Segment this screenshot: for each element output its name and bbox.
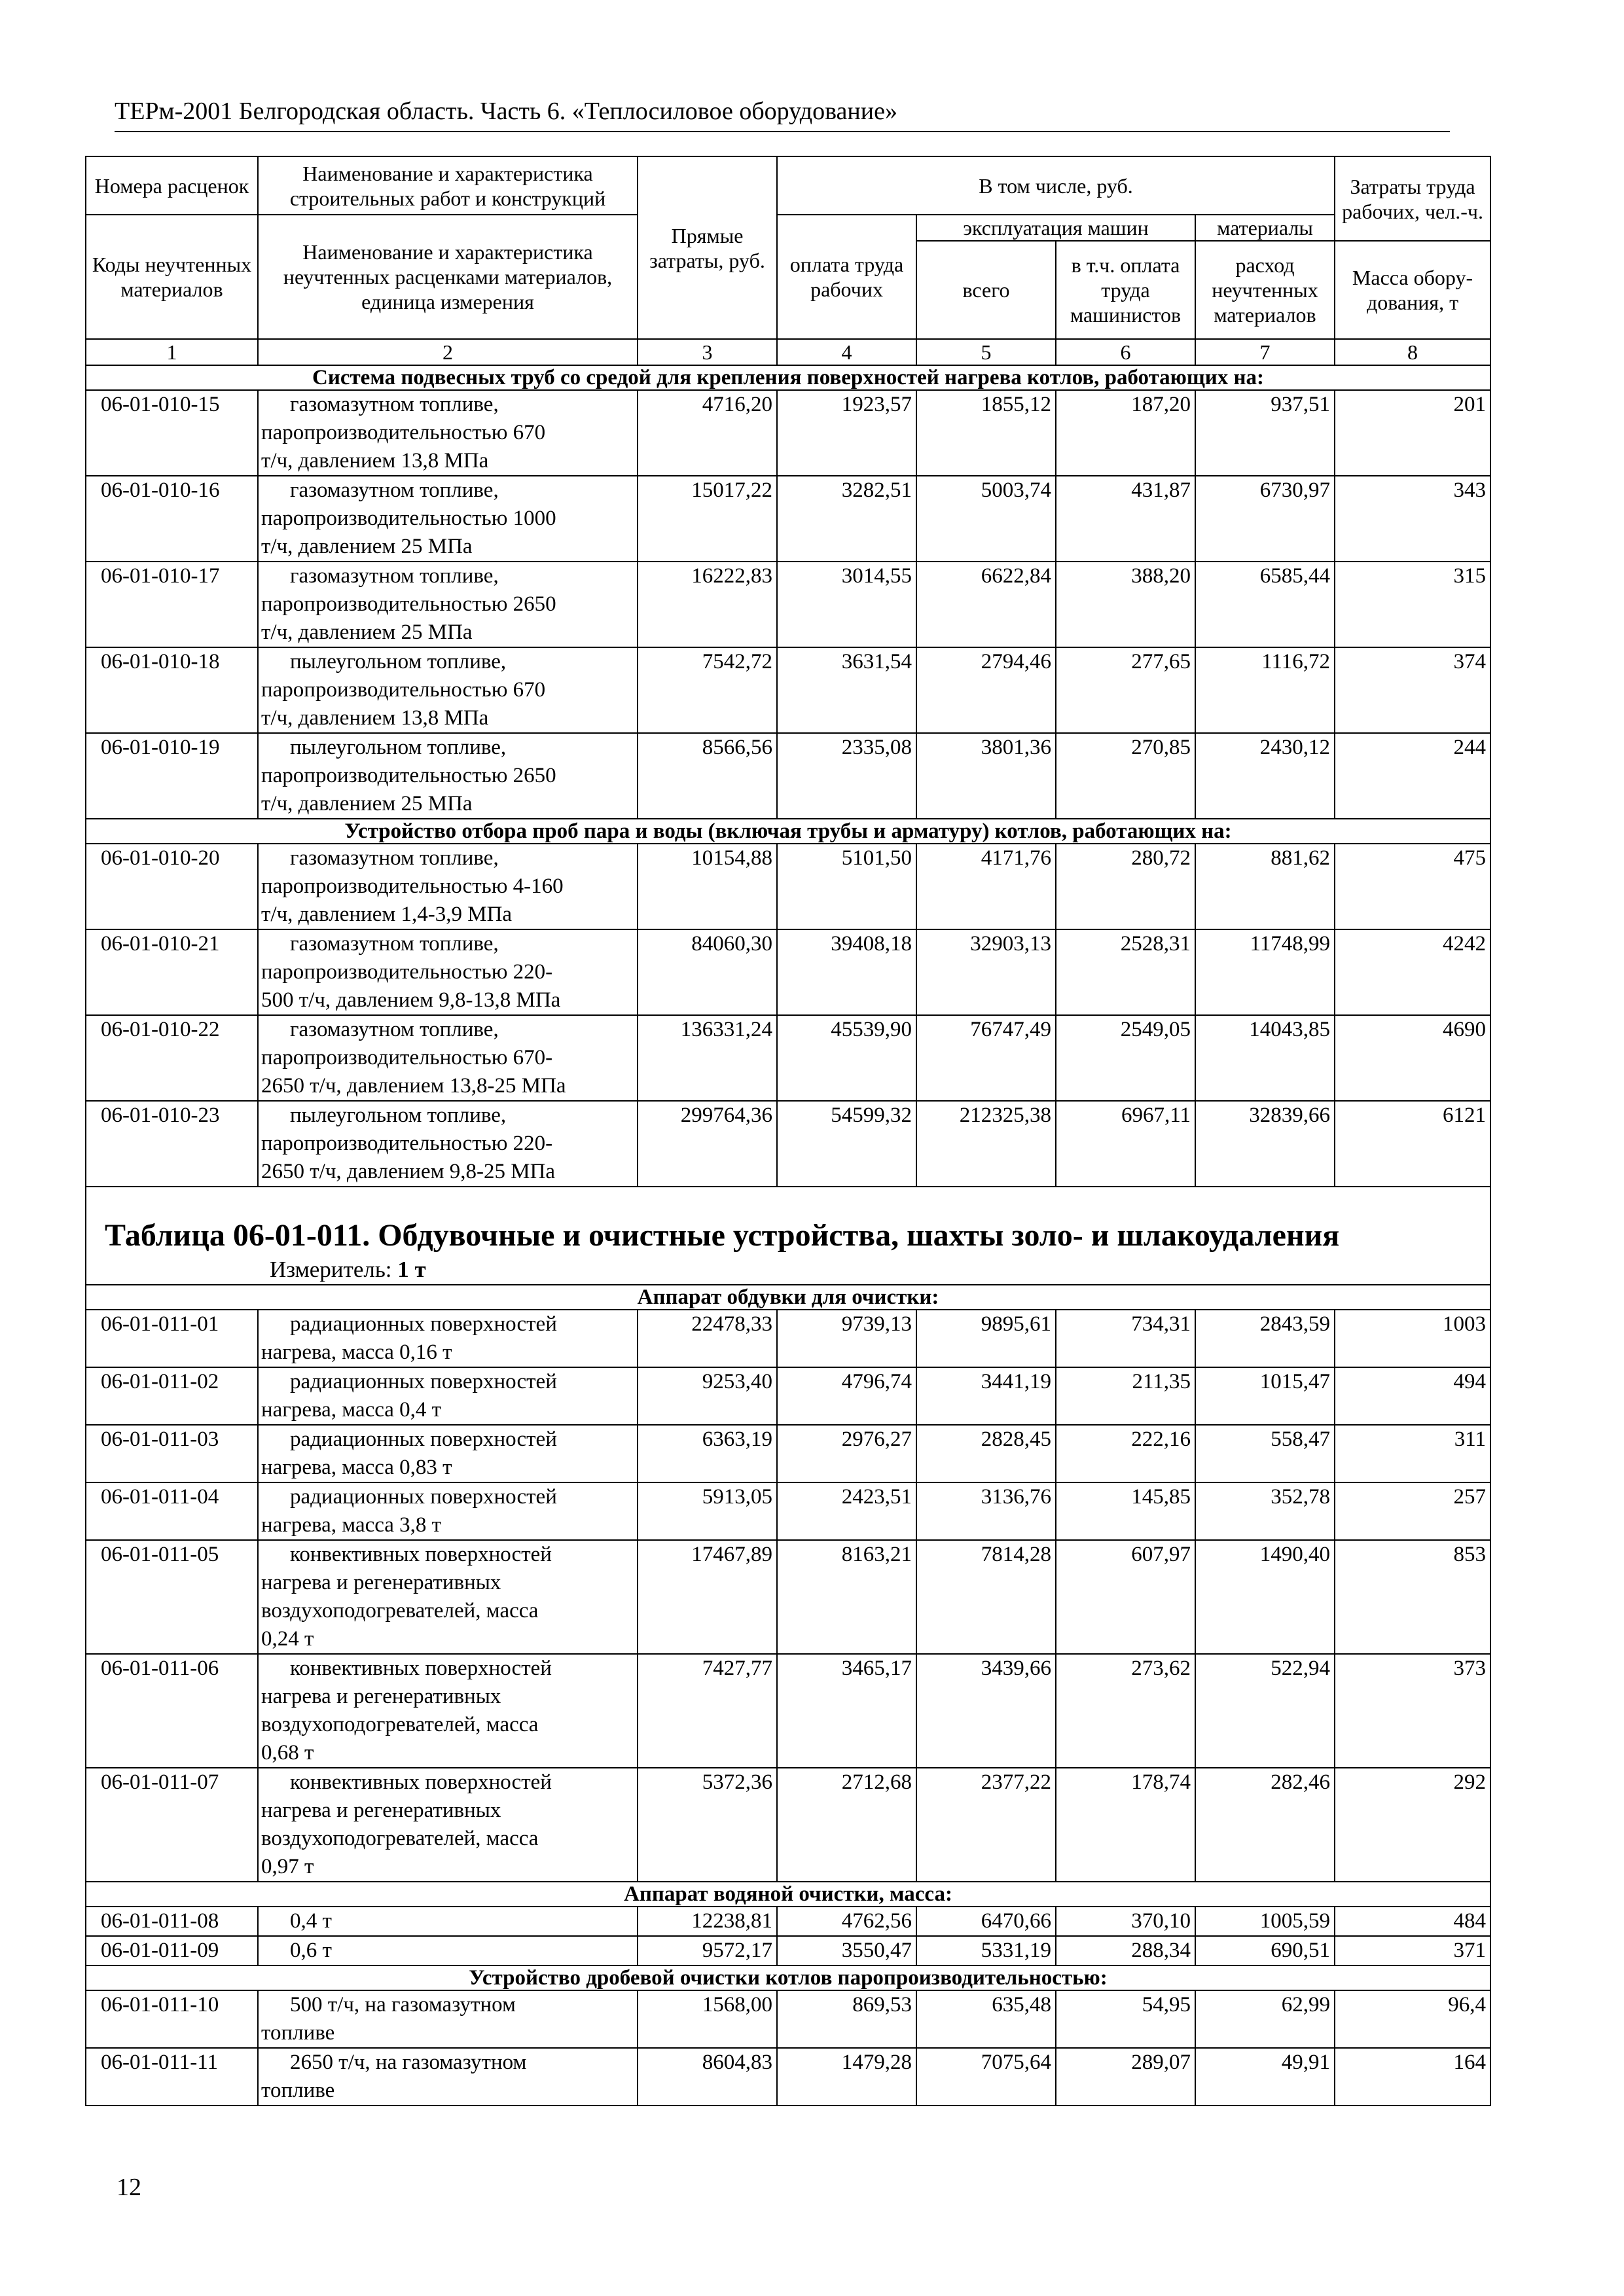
description-line: 0,6 т [290, 1939, 332, 1962]
col-head-codes-top: Номера расценок [86, 156, 258, 215]
column-numbers-row [86, 339, 1490, 365]
description-line: 0,68 т [261, 1741, 314, 1765]
operators-wages-value: 607,97 [1056, 1540, 1195, 1654]
labor-costs-value: 853 [1335, 1540, 1490, 1654]
rate-code: 06-01-010-19 [86, 733, 258, 819]
section-caption: Устройство отбора проб пара и воды (включая трубы и арматуру) котлов, работающих на: [86, 819, 1490, 844]
rate-description [258, 1310, 638, 1367]
labor-costs-value: 311 [1335, 1425, 1490, 1482]
description-line: паропроизводительностью 2650 [261, 764, 556, 787]
labor-costs-value: 164 [1335, 2048, 1490, 2106]
description-line: воздухоподогревателей, масса [261, 1713, 539, 1736]
wages-value: 2712,68 [777, 1768, 916, 1882]
machines-total-value: 9895,61 [916, 1310, 1056, 1367]
description-line: нагрева, масса 0,16 т [261, 1340, 452, 1364]
description-line: 2650 т/ч, на газомазутном [290, 2051, 527, 2074]
materials-value: 937,51 [1195, 390, 1335, 476]
table-row [86, 844, 1490, 929]
direct-costs-value: 84060,30 [638, 929, 777, 1015]
rate-description [258, 562, 638, 647]
machines-total-value: 4171,76 [916, 844, 1056, 929]
column-number: 3 [638, 339, 777, 365]
column-number: 2 [258, 339, 638, 365]
rate-code: 06-01-011-11 [86, 2048, 258, 2106]
machines-total-value: 3136,76 [916, 1482, 1056, 1540]
table-row [86, 1540, 1490, 1654]
machines-total-value: 7075,64 [916, 2048, 1056, 2106]
description-line: конвективных поверхностей [290, 1657, 552, 1680]
description-line: 2650 т/ч, давлением 9,8-25 МПа [261, 1160, 556, 1183]
rate-description [258, 1015, 638, 1101]
description-line: конвективных поверхностей [290, 1543, 552, 1566]
description-line: паропроизводительностью 670 [261, 678, 546, 702]
labor-costs-value: 292 [1335, 1768, 1490, 1882]
materials-value: 352,78 [1195, 1482, 1335, 1540]
column-number: 8 [1335, 339, 1490, 365]
description-line: 500 т/ч, давлением 9,8-13,8 МПа [261, 988, 561, 1012]
machines-total-value: 32903,13 [916, 929, 1056, 1015]
materials-value: 2843,59 [1195, 1310, 1335, 1367]
materials-value: 11748,99 [1195, 929, 1335, 1015]
rate-code: 06-01-010-18 [86, 647, 258, 733]
rate-description [258, 1936, 638, 1965]
machines-total-value: 212325,38 [916, 1101, 1056, 1187]
description-line: т/ч, давлением 25 МПа [261, 620, 473, 644]
materials-value: 522,94 [1195, 1654, 1335, 1768]
section-caption-row [86, 1965, 1490, 1990]
section-caption: Аппарат водяной очистки, масса: [86, 1882, 1490, 1907]
direct-costs-value: 1568,00 [638, 1990, 777, 2048]
labor-costs-value: 96,4 [1335, 1990, 1490, 2048]
table-row [86, 1654, 1490, 1768]
rate-code: 06-01-011-01 [86, 1310, 258, 1367]
materials-value: 2430,12 [1195, 733, 1335, 819]
direct-costs-value: 7427,77 [638, 1654, 777, 1768]
description-line: радиационных поверхностей [290, 1427, 557, 1451]
rate-description [258, 1990, 638, 2048]
materials-value: 6730,97 [1195, 476, 1335, 562]
operators-wages-value: 734,31 [1056, 1310, 1195, 1367]
table-row [86, 647, 1490, 733]
measure-label: Измеритель: [270, 1257, 392, 1282]
wages-value: 39408,18 [777, 929, 916, 1015]
description-line: т/ч, давлением 13,8 МПа [261, 449, 489, 473]
col-head-labor-costs: Затраты труда рабочих, чел.-ч. [1335, 156, 1490, 241]
rate-description [258, 647, 638, 733]
materials-value: 14043,85 [1195, 1015, 1335, 1101]
col-head-wages: оплата труда рабочих [777, 215, 916, 339]
operators-wages-value: 2549,05 [1056, 1015, 1195, 1101]
rates-table [85, 156, 1491, 2106]
direct-costs-value: 9572,17 [638, 1936, 777, 1965]
wages-value: 8163,21 [777, 1540, 916, 1654]
table-row [86, 1015, 1490, 1101]
wages-value: 4796,74 [777, 1367, 916, 1425]
column-number: 6 [1056, 339, 1195, 365]
materials-value: 881,62 [1195, 844, 1335, 929]
page-number: 12 [117, 2174, 141, 2201]
operators-wages-value: 178,74 [1056, 1768, 1195, 1882]
operators-wages-value: 145,85 [1056, 1482, 1195, 1540]
materials-value: 1005,59 [1195, 1907, 1335, 1936]
col-head-machines-total: всего [916, 241, 1056, 339]
rate-description [258, 1907, 638, 1936]
machines-total-value: 2828,45 [916, 1425, 1056, 1482]
description-line: газомазутном топливе, [290, 846, 499, 870]
table-row [86, 1936, 1490, 1965]
column-number: 5 [916, 339, 1056, 365]
wages-value: 9739,13 [777, 1310, 916, 1367]
operators-wages-value: 289,07 [1056, 2048, 1195, 2106]
wages-value: 1479,28 [777, 2048, 916, 2106]
rate-description [258, 1540, 638, 1654]
rate-code: 06-01-011-08 [86, 1907, 258, 1936]
description-line: т/ч, давлением 25 МПа [261, 535, 473, 558]
description-line: топливе [261, 2021, 335, 2045]
table-row [86, 1425, 1490, 1482]
description-line: 0,24 т [261, 1627, 314, 1651]
rate-description [258, 2048, 638, 2106]
labor-costs-value: 374 [1335, 647, 1490, 733]
wages-value: 5101,50 [777, 844, 916, 929]
description-line: паропроизводительностью 4-160 [261, 874, 564, 898]
labor-costs-value: 475 [1335, 844, 1490, 929]
rate-description [258, 1425, 638, 1482]
section-caption: Система подвесных труб со средой для крепления поверхностей нагрева котлов, работающих на: [86, 365, 1490, 390]
table-row [86, 1768, 1490, 1882]
description-line: нагрева, масса 3,8 т [261, 1513, 442, 1537]
col-head-including: В том числе, руб. [777, 156, 1335, 215]
wages-value: 3282,51 [777, 476, 916, 562]
wages-value: 2423,51 [777, 1482, 916, 1540]
table-title-row [86, 1187, 1490, 1255]
labor-costs-value: 4242 [1335, 929, 1490, 1015]
col-head-equipment-mass: Масса обору-дования, т [1335, 241, 1490, 339]
rate-code: 06-01-010-20 [86, 844, 258, 929]
rate-code: 06-01-011-02 [86, 1367, 258, 1425]
materials-value: 1490,40 [1195, 1540, 1335, 1654]
rate-description [258, 1654, 638, 1768]
operators-wages-value: 277,65 [1056, 647, 1195, 733]
measure-unit [86, 1255, 1490, 1285]
wages-value: 869,53 [777, 1990, 916, 2048]
description-line: конвективных поверхностей [290, 1770, 552, 1794]
column-number: 4 [777, 339, 916, 365]
col-head-name-top: Наименование и характеристика строительных работ и конструкций [258, 156, 638, 215]
table-row [86, 1367, 1490, 1425]
description-line: газомазутном топливе, [290, 393, 499, 416]
direct-costs-value: 8604,83 [638, 2048, 777, 2106]
description-line: газомазутном топливе, [290, 1018, 499, 1041]
col-head-direct-costs: Прямые затраты, руб. [638, 156, 777, 339]
col-head-material-names: Наименование и характеристика неучтенных расценками материалов, единица измерения [258, 215, 638, 339]
labor-costs-value: 1003 [1335, 1310, 1490, 1367]
description-line: нагрева, масса 0,83 т [261, 1456, 452, 1479]
table-row [86, 2048, 1490, 2106]
description-line: паропроизводительностью 670- [261, 1046, 553, 1069]
materials-value: 62,99 [1195, 1990, 1335, 2048]
rate-description [258, 1367, 638, 1425]
description-line: радиационных поверхностей [290, 1370, 557, 1393]
rate-code: 06-01-011-06 [86, 1654, 258, 1768]
wages-value: 3465,17 [777, 1654, 916, 1768]
table-row [86, 1482, 1490, 1540]
table-row [86, 476, 1490, 562]
description-line: паропроизводительностью 1000 [261, 507, 556, 530]
materials-value: 1116,72 [1195, 647, 1335, 733]
description-line: нагрева, масса 0,4 т [261, 1398, 442, 1422]
wages-value: 3014,55 [777, 562, 916, 647]
materials-value: 49,91 [1195, 2048, 1335, 2106]
materials-value: 6585,44 [1195, 562, 1335, 647]
rate-code: 06-01-011-04 [86, 1482, 258, 1540]
machines-total-value: 5003,74 [916, 476, 1056, 562]
labor-costs-value: 244 [1335, 733, 1490, 819]
measure-row [86, 1255, 1490, 1285]
labor-costs-value: 315 [1335, 562, 1490, 647]
materials-value: 32839,66 [1195, 1101, 1335, 1187]
table-row [86, 1990, 1490, 2048]
table-row [86, 390, 1490, 476]
wages-value: 3550,47 [777, 1936, 916, 1965]
operators-wages-value: 6967,11 [1056, 1101, 1195, 1187]
section-caption-row [86, 819, 1490, 844]
table-row [86, 562, 1490, 647]
wages-value: 4762,56 [777, 1907, 916, 1936]
description-line: паропроизводительностью 670 [261, 421, 546, 444]
description-line: т/ч, давлением 25 МПа [261, 792, 473, 816]
rate-code: 06-01-010-23 [86, 1101, 258, 1187]
description-line: воздухоподогревателей, масса [261, 1599, 539, 1623]
rate-code: 06-01-010-21 [86, 929, 258, 1015]
labor-costs-value: 6121 [1335, 1101, 1490, 1187]
description-line: нагрева и регенеративных [261, 1685, 501, 1708]
labor-costs-value: 494 [1335, 1367, 1490, 1425]
description-line: нагрева и регенеративных [261, 1571, 501, 1594]
section-caption: Аппарат обдувки для очистки: [86, 1285, 1490, 1310]
description-line: паропроизводительностью 220- [261, 1132, 553, 1155]
machines-total-value: 5331,19 [916, 1936, 1056, 1965]
rate-description [258, 1101, 638, 1187]
wages-value: 2335,08 [777, 733, 916, 819]
col-head-machines: эксплуатация машин [916, 215, 1195, 241]
description-line: радиационных поверхностей [290, 1485, 557, 1509]
description-line: пылеугольном топливе, [290, 736, 507, 759]
direct-costs-value: 8566,56 [638, 733, 777, 819]
materials-value: 558,47 [1195, 1425, 1335, 1482]
machines-total-value: 2794,46 [916, 647, 1056, 733]
labor-costs-value: 343 [1335, 476, 1490, 562]
direct-costs-value: 6363,19 [638, 1425, 777, 1482]
rate-description [258, 929, 638, 1015]
machines-total-value: 3439,66 [916, 1654, 1056, 1768]
machines-total-value: 6622,84 [916, 562, 1056, 647]
labor-costs-value: 371 [1335, 1936, 1490, 1965]
operators-wages-value: 270,85 [1056, 733, 1195, 819]
direct-costs-value: 16222,83 [638, 562, 777, 647]
rate-code: 06-01-010-15 [86, 390, 258, 476]
wages-value: 45539,90 [777, 1015, 916, 1101]
section-caption-row [86, 1882, 1490, 1907]
description-line: пылеугольном топливе, [290, 650, 507, 673]
table-row [86, 1101, 1490, 1187]
description-line: газомазутном топливе, [290, 564, 499, 588]
wages-value: 2976,27 [777, 1425, 916, 1482]
machines-total-value: 7814,28 [916, 1540, 1056, 1654]
wages-value: 3631,54 [777, 647, 916, 733]
direct-costs-value: 17467,89 [638, 1540, 777, 1654]
rate-description [258, 733, 638, 819]
table-row [86, 929, 1490, 1015]
description-line: 0,4 т [290, 1909, 332, 1933]
operators-wages-value: 54,95 [1056, 1990, 1195, 2048]
operators-wages-value: 280,72 [1056, 844, 1195, 929]
section-caption-row [86, 365, 1490, 390]
direct-costs-value: 5913,05 [638, 1482, 777, 1540]
col-head-operators-wages: в т.ч. оплата труда машинистов [1056, 241, 1195, 339]
operators-wages-value: 288,34 [1056, 1936, 1195, 1965]
machines-total-value: 635,48 [916, 1990, 1056, 2048]
col-head-materials: материалы [1195, 215, 1335, 241]
labor-costs-value: 373 [1335, 1654, 1490, 1768]
direct-costs-value: 299764,36 [638, 1101, 777, 1187]
direct-costs-value: 22478,33 [638, 1310, 777, 1367]
table-row [86, 1907, 1490, 1936]
section-caption: Устройство дробевой очистки котлов паропроизводительностью: [86, 1965, 1490, 1990]
direct-costs-value: 5372,36 [638, 1768, 777, 1882]
column-number: 1 [86, 339, 258, 365]
measure-value: 1 т [397, 1257, 426, 1282]
operators-wages-value: 273,62 [1056, 1654, 1195, 1768]
labor-costs-value: 257 [1335, 1482, 1490, 1540]
table-row [86, 733, 1490, 819]
direct-costs-value: 7542,72 [638, 647, 777, 733]
description-line: т/ч, давлением 13,8 МПа [261, 706, 489, 730]
direct-costs-value: 12238,81 [638, 1907, 777, 1936]
wages-value: 54599,32 [777, 1101, 916, 1187]
table-title: Таблица 06-01-011. Обдувочные и очистные устройства, шахты золо- и шлакоудаления [86, 1187, 1490, 1255]
machines-total-value: 1855,12 [916, 390, 1056, 476]
running-header: ТЕРм-2001 Белгородская область. Часть 6. «Теплосиловое оборудование» [115, 98, 897, 125]
description-line: т/ч, давлением 1,4-3,9 МПа [261, 903, 513, 926]
description-line: пылеугольном топливе, [290, 1103, 507, 1127]
materials-value: 282,46 [1195, 1768, 1335, 1882]
description-line: газомазутном топливе, [290, 478, 499, 502]
rate-code: 06-01-011-07 [86, 1768, 258, 1882]
rate-code: 06-01-010-17 [86, 562, 258, 647]
wages-value: 1923,57 [777, 390, 916, 476]
machines-total-value: 6470,66 [916, 1907, 1056, 1936]
materials-value: 690,51 [1195, 1936, 1335, 1965]
rate-code: 06-01-011-09 [86, 1936, 258, 1965]
rate-description [258, 476, 638, 562]
operators-wages-value: 2528,31 [1056, 929, 1195, 1015]
direct-costs-value: 4716,20 [638, 390, 777, 476]
description-line: радиационных поверхностей [290, 1312, 557, 1336]
description-line: воздухоподогревателей, масса [261, 1827, 539, 1850]
operators-wages-value: 388,20 [1056, 562, 1195, 647]
labor-costs-value: 484 [1335, 1907, 1490, 1936]
column-number: 7 [1195, 339, 1335, 365]
section-caption-row [86, 1285, 1490, 1310]
labor-costs-value: 201 [1335, 390, 1490, 476]
rate-code: 06-01-010-22 [86, 1015, 258, 1101]
description-line: нагрева и регенеративных [261, 1799, 501, 1822]
rate-code: 06-01-011-03 [86, 1425, 258, 1482]
machines-total-value: 3801,36 [916, 733, 1056, 819]
operators-wages-value: 211,35 [1056, 1367, 1195, 1425]
table-row [86, 1310, 1490, 1367]
operators-wages-value: 187,20 [1056, 390, 1195, 476]
direct-costs-value: 136331,24 [638, 1015, 777, 1101]
operators-wages-value: 431,87 [1056, 476, 1195, 562]
description-line: 500 т/ч, на газомазутном [290, 1993, 516, 2017]
description-line: топливе [261, 2079, 335, 2102]
col-head-unaccounted-materials: расход неучтенных материалов [1195, 241, 1335, 339]
machines-total-value: 3441,19 [916, 1367, 1056, 1425]
rate-description [258, 1768, 638, 1882]
direct-costs-value: 15017,22 [638, 476, 777, 562]
materials-value: 1015,47 [1195, 1367, 1335, 1425]
col-head-material-codes: Коды неучтенных материалов [86, 215, 258, 339]
rate-description [258, 390, 638, 476]
rate-code: 06-01-010-16 [86, 476, 258, 562]
operators-wages-value: 370,10 [1056, 1907, 1195, 1936]
rate-description [258, 1482, 638, 1540]
rate-code: 06-01-011-05 [86, 1540, 258, 1654]
description-line: паропроизводительностью 220- [261, 960, 553, 984]
machines-total-value: 76747,49 [916, 1015, 1056, 1101]
labor-costs-value: 4690 [1335, 1015, 1490, 1101]
operators-wages-value: 222,16 [1056, 1425, 1195, 1482]
rate-code: 06-01-011-10 [86, 1990, 258, 2048]
direct-costs-value: 10154,88 [638, 844, 777, 929]
description-line: газомазутном топливе, [290, 932, 499, 956]
description-line: 2650 т/ч, давлением 13,8-25 МПа [261, 1074, 566, 1098]
description-line: паропроизводительностью 2650 [261, 592, 556, 616]
direct-costs-value: 9253,40 [638, 1367, 777, 1425]
machines-total-value: 2377,22 [916, 1768, 1056, 1882]
header-rule [115, 131, 1450, 132]
rate-description [258, 844, 638, 929]
description-line: 0,97 т [261, 1855, 314, 1878]
